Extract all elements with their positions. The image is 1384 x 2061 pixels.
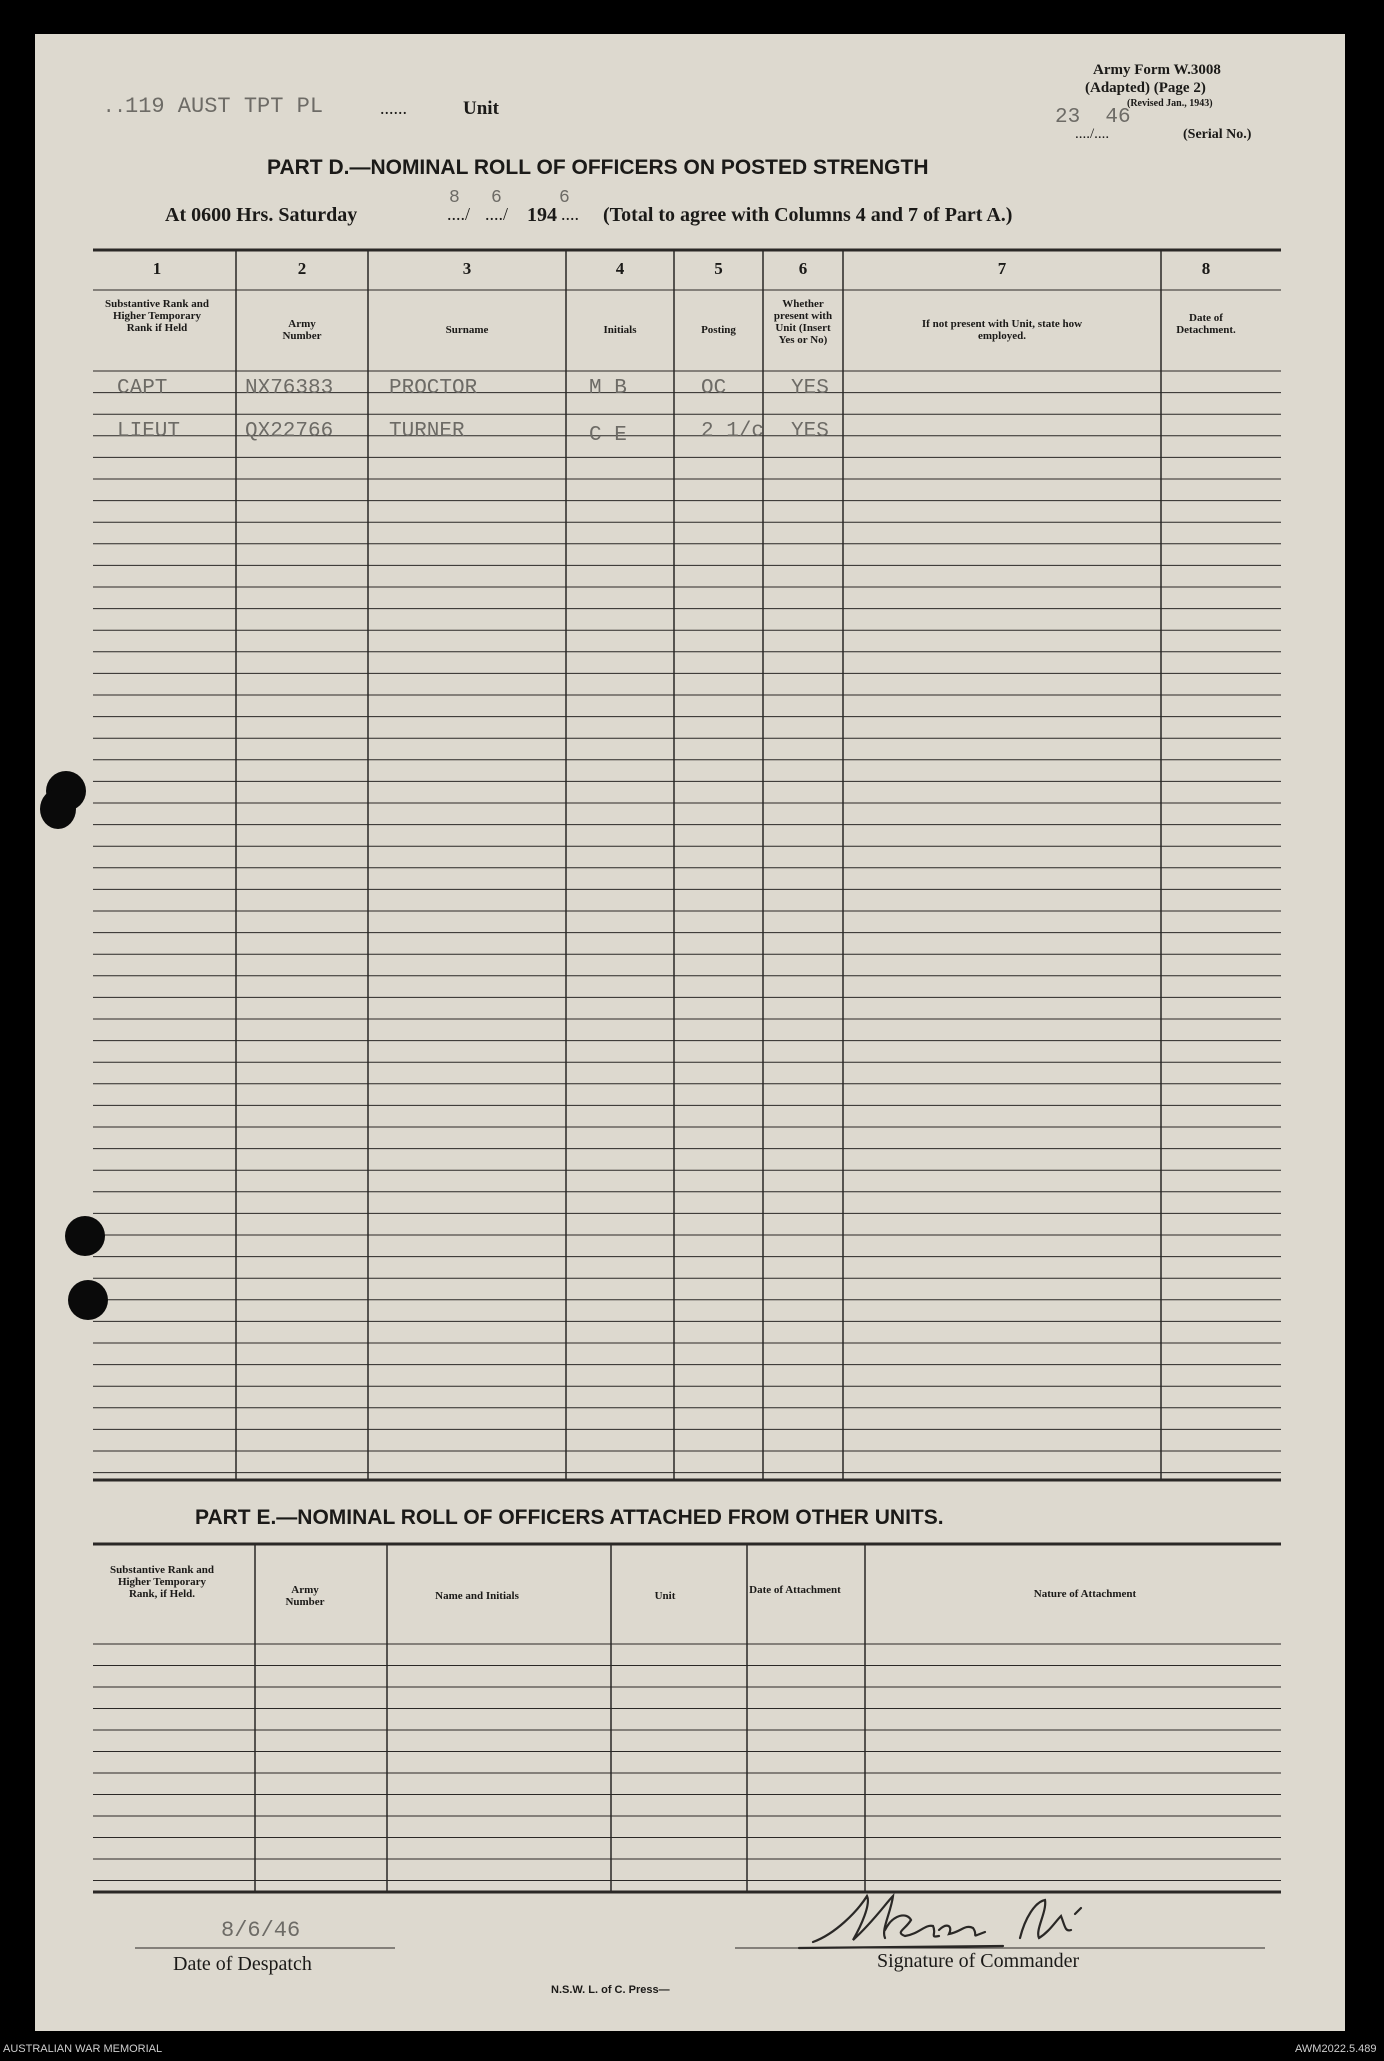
cell-present: YES xyxy=(791,377,829,400)
col-num-4: 4 xyxy=(615,259,625,278)
date-year-digit: 6 xyxy=(559,188,570,208)
col-label-employment: If not present with Unit, state how employed. xyxy=(921,318,1083,342)
despatch-label: Date of Despatch xyxy=(173,1953,312,1975)
cell-initials: M B xyxy=(589,377,627,400)
date-dots-2: ..../ xyxy=(485,204,509,224)
punch-hole xyxy=(40,789,76,829)
col-label-posting: Posting xyxy=(701,324,736,336)
e-col-label-nature: Nature of Attachment xyxy=(1033,1588,1137,1600)
col-label-present: Whether present with Unit (Insert Yes or No) xyxy=(773,298,833,346)
date-month: 6 xyxy=(491,188,502,208)
e-col-label-name: Name and Initials xyxy=(435,1590,519,1602)
printer-imprint: N.S.W. L. of C. Press— xyxy=(551,1984,670,1996)
commander-signature xyxy=(799,1896,1081,1948)
col-label-army-number: Army Number xyxy=(282,318,322,342)
cell-posting: OC xyxy=(701,377,727,400)
form-adapted: (Adapted) (Page 2) xyxy=(1085,80,1206,96)
part-d-title: PART D.—NOMINAL ROLL OF OFFICERS ON POSTED STRENGTH xyxy=(267,156,929,179)
unit-dots-prefix: .. xyxy=(103,96,126,118)
cell-surname: PROCTOR xyxy=(389,377,478,400)
unit-dots: ...... xyxy=(380,98,407,118)
e-col-label-attachment-date: Date of Attachment xyxy=(749,1584,841,1596)
col-num-5: 5 xyxy=(714,259,723,278)
e-col-label-army-number: Army Number xyxy=(285,1584,325,1608)
date-day: 8 xyxy=(449,188,460,208)
cell-posting: 2 1/c xyxy=(701,420,765,443)
col-num-7: 7 xyxy=(997,259,1007,278)
total-note: (Total to agree with Columns 4 and 7 of Part A.) xyxy=(603,204,1013,226)
col-num-8: 8 xyxy=(1201,259,1211,278)
serial-label: (Serial No.) xyxy=(1183,127,1252,142)
punch-hole xyxy=(68,1280,108,1320)
signature-label: Signature of Commander xyxy=(877,1950,1080,1972)
serial-dots: ..../.... xyxy=(1075,126,1110,142)
cell-rank: CAPT xyxy=(117,377,168,400)
archive-label-left: AUSTRALIAN WAR MEMORIAL xyxy=(3,2043,163,2055)
cell-army-number: QX22766 xyxy=(245,420,334,443)
cell-initials: C E xyxy=(589,424,627,447)
col-label-surname: Surname xyxy=(445,324,489,336)
col-num-3: 3 xyxy=(462,259,472,278)
unit-value: 119 AUST TPT PL xyxy=(125,94,324,119)
despatch-date: 8/6/46 xyxy=(221,1918,301,1943)
archive-label-right: AWM2022.5.489 xyxy=(1295,2043,1377,2055)
e-col-label-unit: Unit xyxy=(654,1590,676,1602)
commander-signature-svg xyxy=(35,34,1345,2031)
unit-label: Unit xyxy=(463,98,499,119)
cell-rank: LIEUT xyxy=(117,420,181,443)
col-label-detachment: Date of Detachment. xyxy=(1176,312,1236,336)
cell-surname: TURNER xyxy=(389,420,465,443)
form-page xyxy=(35,34,1345,2031)
col-num-6: 6 xyxy=(798,259,808,278)
date-year-dots: .... xyxy=(561,204,579,224)
serial-value: 23 46 xyxy=(1055,106,1131,129)
at-label: At 0600 Hrs. Saturday xyxy=(165,204,358,226)
cell-present: YES xyxy=(791,420,829,443)
cell-army-number: NX76383 xyxy=(245,377,334,400)
col-label-initials: Initials xyxy=(603,324,637,336)
form-revised: (Revised Jan., 1943) xyxy=(1127,98,1213,109)
date-dots-1: ..../ xyxy=(447,204,471,224)
part-e-title: PART E.—NOMINAL ROLL OF OFFICERS ATTACHED FROM OTHER UNITS. xyxy=(195,1506,944,1529)
col-num-2: 2 xyxy=(297,259,307,278)
col-num-1: 1 xyxy=(152,259,162,278)
date-year-prefix: 194 xyxy=(527,204,557,226)
e-col-label-rank: Substantive Rank and Higher Temporary Rank, if Held. xyxy=(110,1564,214,1600)
punch-hole xyxy=(65,1216,105,1256)
col-label-rank: Substantive Rank and Higher Temporary Rank if Held xyxy=(105,298,209,334)
form-title: Army Form W.3008 xyxy=(1093,62,1221,78)
